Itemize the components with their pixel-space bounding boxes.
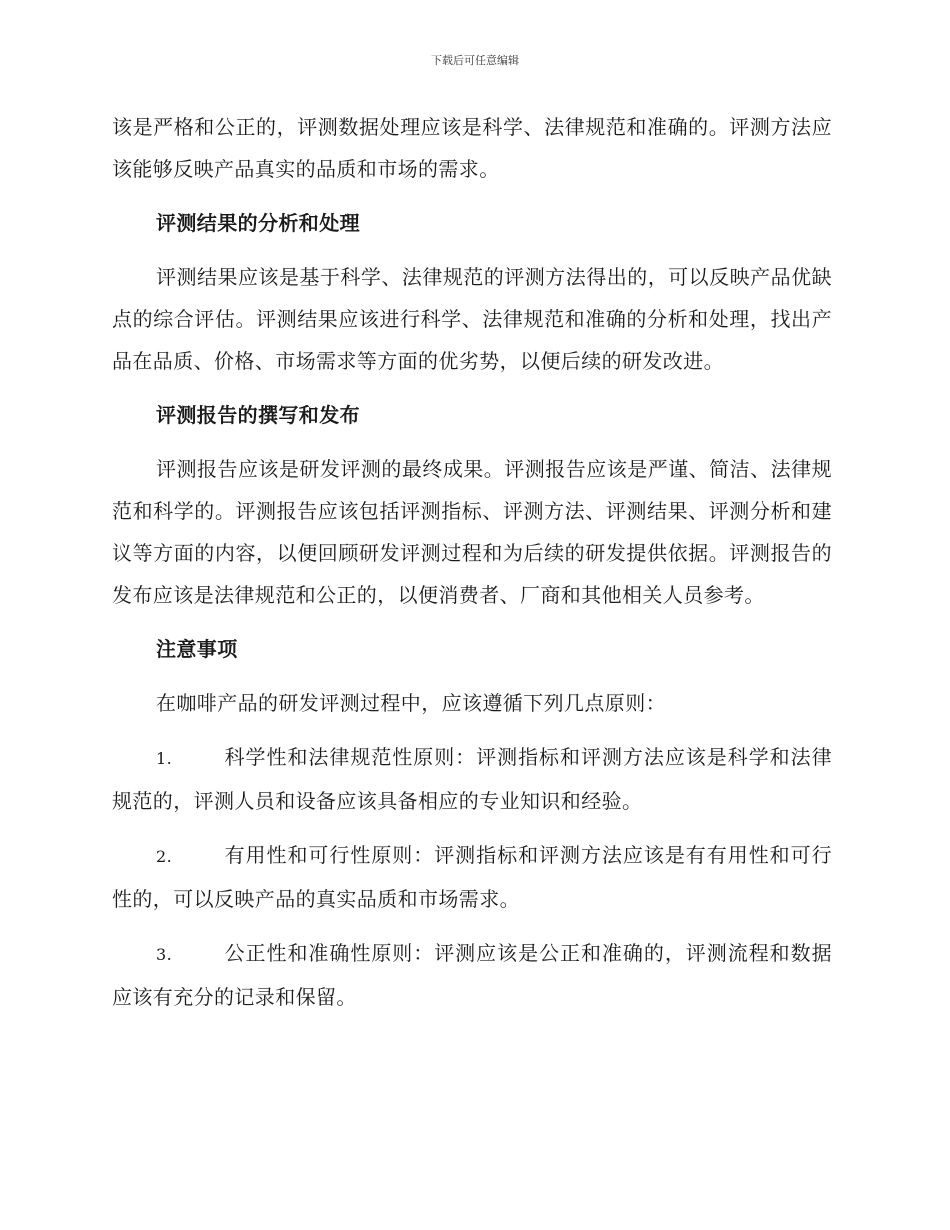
list-number: 2.: [156, 847, 173, 866]
section-heading-notes: 注意事项: [156, 637, 238, 661]
list-text: 科学性和法律规范性原则：评测指标和评测方法应该是科学和法律规范的，评测人员和设备应该具备相应的专业知识和经验。: [112, 745, 832, 813]
list-number: 3.: [156, 945, 173, 964]
paragraph-analysis: 评测结果应该是基于科学、法律规范的评测方法得出的，可以反映产品优缺点的综合评估。评测结果应该进行科学、法律规范和准确的分析和处理，找出产品在品质、价格、市场需求等方面的优劣势，以便后续的研发改进。: [112, 265, 832, 373]
list-item-1: [112, 736, 832, 822]
document-body: [112, 106, 832, 1018]
list-text: 有用性和可行性原则：评测指标和评测方法应该是有有用性和可行性的，可以反映产品的真实品质和市场需求。: [112, 843, 832, 911]
section-heading-report: 评测报告的撰写和发布: [156, 403, 360, 427]
paragraph-continuation: 该是严格和公正的，评测数据处理应该是科学、法律规范和准确的。评测方法应该能够反映产品真实的品质和市场的需求。: [112, 115, 832, 181]
list-item-3: [112, 932, 832, 1018]
list-number: 1.: [156, 749, 173, 768]
paragraph-report: 评测报告应该是研发评测的最终成果。评测报告应该是严谨、简洁、法律规范和科学的。评测报告应该包括评测指标、评测方法、评测结果、评测分析和建议等方面的内容，以便回顾研发评测过程和为后续的研发提供依据。评测报告的发布应该是法律规范和公正的，以便消费者、厂商和其他相关人员参考。: [112, 457, 832, 607]
section-heading-analysis: 评测结果的分析和处理: [156, 211, 360, 235]
page-header: 下载后可任意编辑: [431, 54, 519, 67]
paragraph-notes-intro: 在咖啡产品的研发评测过程中，应该遵循下列几点原则：: [156, 691, 666, 715]
list-item-2: [112, 834, 832, 920]
list-text: 公正性和准确性原则：评测应该是公正和准确的，评测流程和数据应该有充分的记录和保留。: [112, 941, 832, 1009]
